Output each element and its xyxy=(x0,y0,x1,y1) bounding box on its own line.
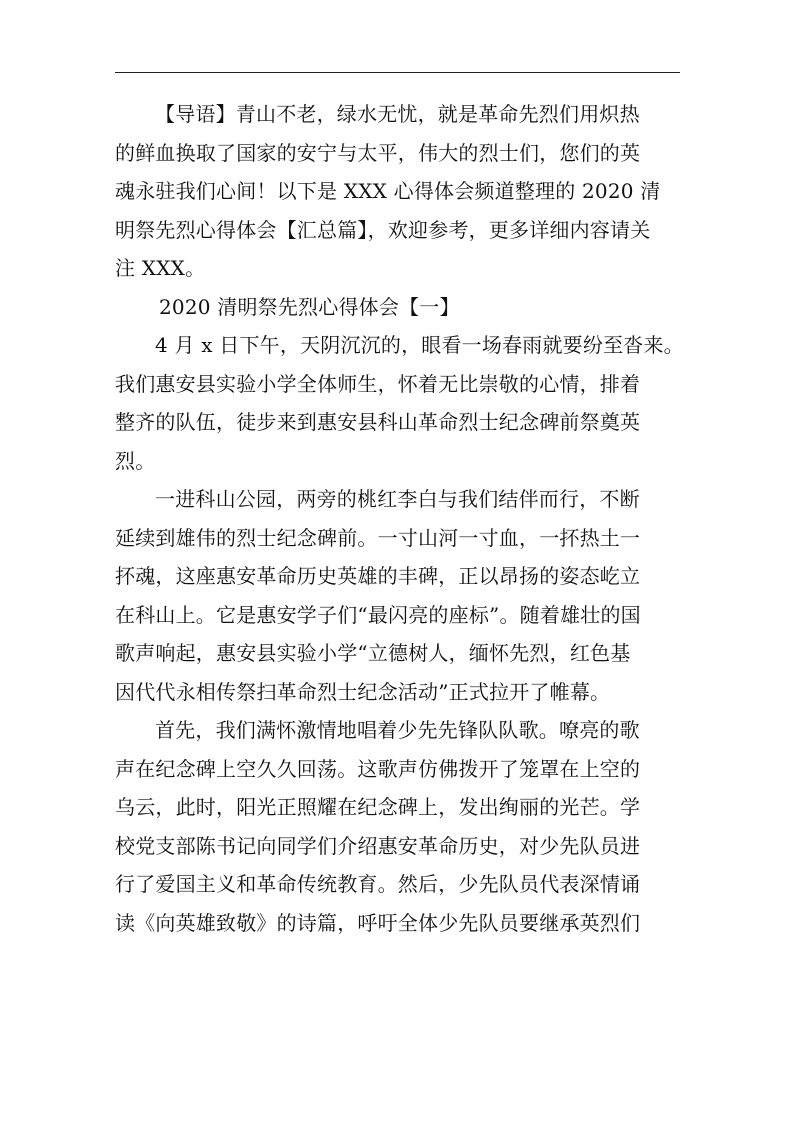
text-line: 【导语】青山不老，绿水无忧，就是革命先烈们用炽热 xyxy=(155,102,640,126)
body-paragraph-2 xyxy=(115,480,680,711)
text-line: 读《向英雄致敬》的诗篇，呼吁全体少先队员要继承英烈们 xyxy=(115,910,641,935)
text-line: 在科山上。它是惠安学子们“最闪亮的座标”。随着雄壮的国 xyxy=(115,602,641,627)
text-line: 一进科山公园，两旁的桃红李白与我们结伴而行，不断 xyxy=(155,487,640,511)
document-body xyxy=(115,95,684,942)
section-title xyxy=(115,288,680,327)
text-line: 整齐的队伍，徒步来到惠安县科山革命烈士纪念碑前祭奠英 xyxy=(115,410,641,434)
text-line: 烈。 xyxy=(115,448,156,473)
text-line: 抔魂，这座惠安革命历史英雄的丰碑，正以昂扬的姿态屹立 xyxy=(115,564,641,588)
section-title-text: 2020 清明祭先烈心得体会【一】 xyxy=(159,294,460,319)
text-line: 行了爱国主义和革命传统教育。然后，少先队员代表深情诵 xyxy=(115,872,641,896)
text-line: 校党支部陈书记向同学们介绍惠安革命历史，对少先队员进 xyxy=(115,833,641,858)
body-paragraph-3 xyxy=(115,711,680,942)
header-rule xyxy=(115,72,680,73)
text-line: 延续到雄伟的烈士纪念碑前。一寸山河一寸血，一抔热土一 xyxy=(115,525,641,550)
intro-paragraph xyxy=(115,95,680,288)
text-line: 因代代永相传祭扫革命烈士纪念活动”正式拉开了帷幕。 xyxy=(115,679,611,704)
text-line: 注 XXX。 xyxy=(115,256,206,280)
text-line: 4 月 x 日下午，天阴沉沉的，眼看一场春雨就要纷至沓来。 xyxy=(155,333,684,357)
text-line: 声在纪念碑上空久久回荡。这歌声仿佛拨开了笼罩在上空的 xyxy=(115,756,641,781)
body-paragraph-1 xyxy=(115,326,684,480)
text-line: 魂永驻我们心间！以下是 XXX 心得体会频道整理的 2020 清 xyxy=(115,179,661,203)
text-line: 歌声响起，惠安县实验小学“立德树人，缅怀先烈，红色基 xyxy=(115,641,631,665)
text-line: 的鲜血换取了国家的安宁与太平，伟大的烈士们，您们的英 xyxy=(115,140,641,165)
text-line: 明祭先烈心得体会【汇总篇】，欢迎参考，更多详细内容请关 xyxy=(115,217,651,242)
text-line: 首先，我们满怀激情地唱着少先先锋队队歌。嘹亮的歌 xyxy=(155,718,640,742)
text-line: 乌云，此时，阳光正照耀在纪念碑上，发出绚丽的光芒。学 xyxy=(115,795,641,819)
text-line: 我们惠安县实验小学全体师生，怀着无比崇敬的心情，排着 xyxy=(115,371,641,396)
